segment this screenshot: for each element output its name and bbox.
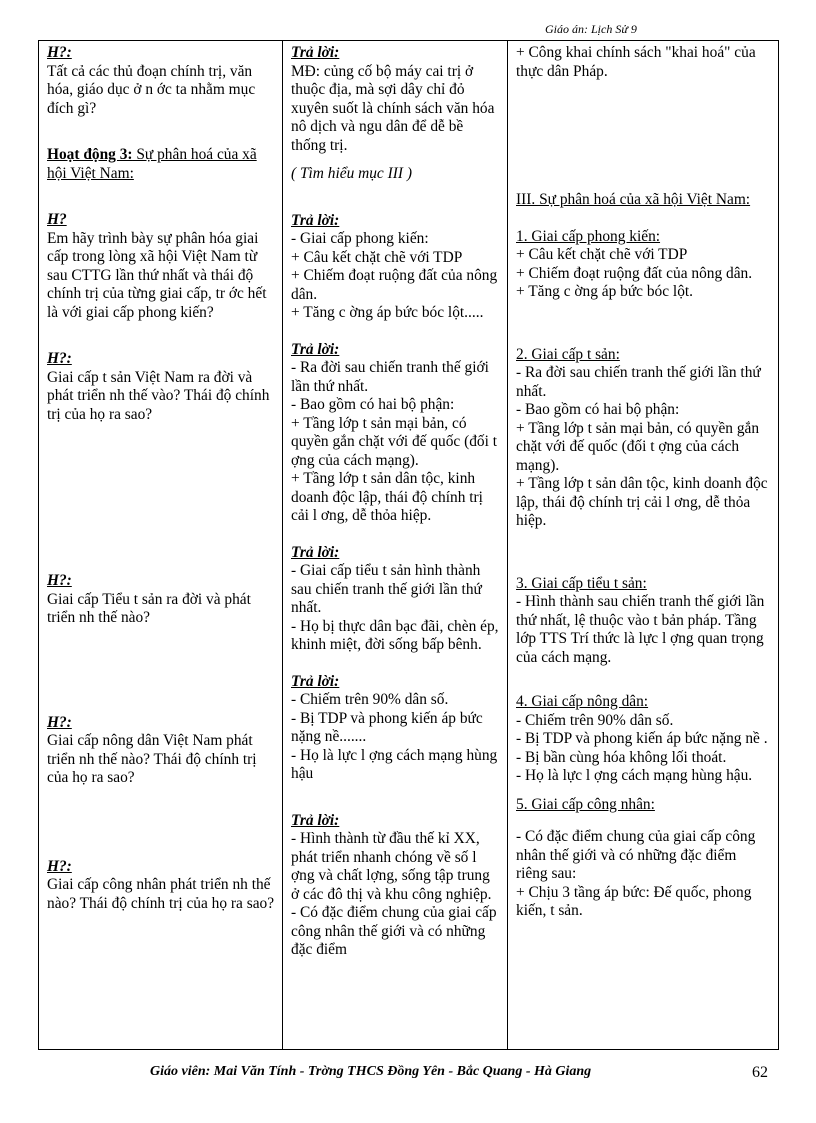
section-heading: III. Sự phân hoá của xã hội Việt Nam: — [516, 191, 751, 208]
question-label: H?: — [47, 350, 72, 367]
answer-text: - Chiếm trên 90% dân số. - Bị TDP và phong kiến áp bức nặng nề....... - Họ là lực l ợng cách mạng hùng hậu — [291, 691, 498, 782]
activity-heading-bold: Hoạt động 3: — [47, 146, 133, 163]
answer-label: Trả lời: — [291, 811, 340, 829]
page-number: 62 — [752, 1064, 768, 1081]
questions-column — [39, 41, 283, 1050]
subsection-heading: 1. Giai cấp phong kiến: — [516, 227, 661, 245]
answer-text: - Giai cấp phong kiến: + Câu kết chặt chẽ với TDP + Chiếm đoạt ruộng đất của nông dân. + Tăng c ờng áp bức bóc lột..... — [291, 230, 498, 321]
table-row — [39, 41, 779, 1050]
question-label: H?: — [47, 572, 72, 589]
note-text: - Ra đời sau chiến tranh thế giới lần thứ nhất. - Bao gồm có hai bộ phận: + Tầng lớp t sản mại bản, có quyền gắn chặt với đế quốc (đối t ợng của cách mạng). + Tầng lớp t sản dân tộc, kinh doanh độc lập, thái độ chính trị cải l ơng, dễ thỏa hiệp. — [516, 364, 768, 529]
question-label: H?: — [47, 44, 72, 61]
answer-text: - Giai cấp tiểu t sản hình thành sau chiến tranh thế giới lần thứ nhất. - Họ bị thực dân bạc đãi, chèn ép, khinh miệt, đời sống bấp bênh. — [291, 562, 499, 653]
question-label: H? — [47, 211, 67, 228]
question-label: H?: — [47, 713, 72, 731]
footer-author: Giáo viên: Mai Văn Tính - Trờng THCS Đồng Yên - Bắc Quang - Hà Giang — [150, 1064, 592, 1079]
question-text: Em hãy trình bày sự phân hóa giai cấp trong lòng xã hội Việt Nam từ sau CTTG lần thứ nhất và thái độ chính trị của từng giai cấp, tr ớc hết là với giai cấp phong kiến? — [47, 229, 267, 321]
answer-label: Trả lời: — [291, 672, 340, 690]
answer-text: - Ra đời sau chiến tranh thế giới lần thứ nhất. - Bao gồm có hai bộ phận: + Tầng lớp t sản mại bản, có quyền gắn chặt với đế quốc (đối t ợng của cách mạng). + Tầng lớp t sản dân tộc, kinh doanh độc lập, thái độ chính trị cải l ơng, dễ thỏa hiệp. — [291, 359, 498, 524]
answers-column — [283, 41, 508, 1050]
answer-label: Trả lời: — [291, 44, 340, 61]
answer-label: Trả lời: — [291, 543, 340, 561]
question-text: Giai cấp nông dân Việt Nam phát triển nh thế nào? Thái độ chính trị của họ ra sao? — [47, 732, 257, 786]
question-text: Giai cấp t sản Việt Nam ra đời và phát triển nh thế vào? Thái độ chính trị của họ ra sao? — [47, 368, 270, 423]
page-header: Giáo án: Lịch Sử 9 — [545, 22, 637, 36]
notes-column — [508, 41, 779, 1050]
section-hint: ( Tìm hiểu mục III ) — [291, 165, 412, 182]
note-text: + Câu kết chặt chẽ với TDP + Chiếm đoạt ruộng đất của nông dân. + Tăng c ờng áp bức bóc lột. — [516, 246, 753, 300]
answer-text: - Hình thành từ đầu thế kỉ XX, phát triển nhanh chóng về số l ợng và chất lợng, sống tập trung ở các đô thị và khu công nghiệp. - Có đặc điểm chung của giai cấp công nhân thế giới và có những đặc điểm — [291, 830, 497, 958]
question-text: Giai cấp Tiểu t sản ra đời và phát triển nh thế nào? — [47, 590, 251, 626]
activity-heading-rest: Sự phân hoá của xã hội Việt Nam: — [47, 146, 257, 182]
answer-text: MĐ: củng cố bộ máy cai trị ở thuộc địa, mà sợi dây chỉ đỏ xuyên suốt là chính sách văn hóa nô dịch và ngu dân để dễ bề thống trị. — [291, 62, 495, 154]
note-text: - Chiếm trên 90% dân số. - Bị TDP và phong kiến áp bức nặng nề . - Bị bần cùng hóa không lối thoát. - Họ là lực l ợng cách mạng hùng hậu. — [516, 711, 768, 784]
note-text: - Hình thành sau chiến tranh thế giới lần thứ nhất, lệ thuộc vào t bản pháp. Tầng lớp TTS Trí thức là lực l ợng quan trọng của cách mạng. — [516, 593, 765, 666]
question-label: H?: — [47, 857, 72, 875]
note-text: + Công khai chính sách "khai hoá" của thực dân Pháp. — [516, 44, 756, 80]
question-text: Giai cấp công nhân phát triển nh thế nào? Thái độ chính trị của họ ra sao? — [47, 876, 275, 912]
subsection-heading: 4. Giai cấp nông dân: — [516, 693, 649, 710]
question-text: Tất cả các thủ đoạn chính trị, văn hóa, giáo dục ở n ớc ta nhằm mục đích gì? — [47, 62, 256, 117]
activity-heading — [47, 146, 275, 183]
lesson-table — [38, 40, 779, 1050]
subsection-heading: 5. Giai cấp công nhân: — [516, 795, 655, 813]
answer-label: Trả lời: — [291, 211, 340, 229]
answer-label: Trả lời: — [291, 340, 340, 358]
subsection-heading: 2. Giai cấp t sản: — [516, 345, 620, 363]
note-text: - Có đặc điểm chung của giai cấp công nhân thế giới và có những đặc điểm riêng sau: + Chịu 3 tầng áp bức: Đế quốc, phong kiến, t sản. — [516, 828, 756, 919]
subsection-heading: 3. Giai cấp tiểu t sản: — [516, 574, 647, 592]
